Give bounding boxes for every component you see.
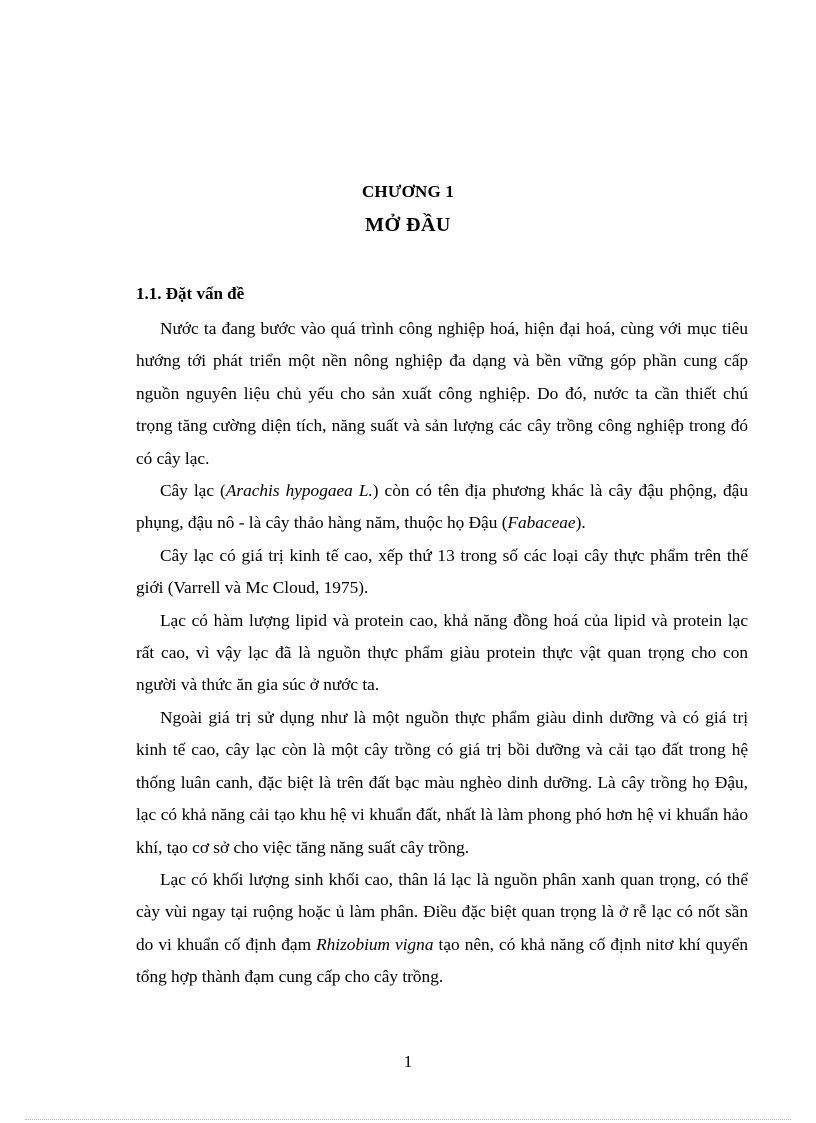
chapter-label: CHƯƠNG 1 [361,182,455,201]
text-run: Cây lạc có giá trị kinh tế cao, xếp thứ 13 trong số các loại cây thực phẩm trên thế giới (Varrell và Mc Cloud, 1975). [136,545,748,598]
text-run: tạo nên, có khả năng cố định nitơ khí quyển tổng hợp thành đạm cung cấp cho cây trồng. [136,934,748,987]
section-heading: 1.1. Đặt vấn đề [136,284,245,303]
text-run: Cây lạc ( [160,481,226,501]
chapter-title: MỞ ĐẦU [365,214,451,236]
paragraph [136,605,748,702]
paragraph [136,864,748,994]
paragraph [136,313,748,475]
text-run: Lạc có hàm lượng lipid và protein cao, khả năng đồng hoá của lipid và protein lạc rất cao, vì vậy lạc đã là nguồn thực phẩm giàu protein thực vật quan trọng cho con người và thức ăn gia súc ở nước ta. [136,610,748,695]
text-run: Lạc có khối lượng sinh khối cao, thân lá lạc là nguồn phân xanh quan trọng, có thể cày vùi ngay tại ruộng hoặc ủ làm phân. Điều đặc biệt quan trọng là ở rễ lạc có nốt sần do vi khuẩn cố định đạm [136,869,748,954]
body-text [136,313,748,994]
page-number: 1 [403,1052,413,1071]
paragraph [136,702,748,864]
family-name: Fabaceae [507,513,576,533]
paragraph [136,540,748,605]
text-run: ) còn có tên địa phương khác là cây đậu phộng, đậu phụng, đậu nô - là cây thảo hàng năm, thuộc họ Đậu ( [136,481,748,533]
text-run: Ngoài giá trị sử dụng như là một nguồn thực phẩm giàu dinh dưỡng và có giá trị kinh tế cao, cây lạc còn là một cây trồng có giá trị bồi dưỡng và cải tạo đất trong hệ thống luân canh, đặc biệt là trên đất bạc màu nghèo dinh dưỡng. Là cây trồng họ Đậu, lạc có khả năng cải tạo khu hệ vi khuẩn đất, nhất là làm phong phó hơn hệ vi khuẩn hảo khí, tạo cơ sở cho việc tăng năng suất cây trồng. [136,707,748,857]
page-bottom-divider [25,1119,791,1120]
paragraph [136,475,748,540]
bacteria-name: Rhizobium vigna [316,934,434,954]
scientific-name: Arachis hypogaea L. [225,481,373,501]
text-run: Nước ta đang bước vào quá trình công nghiệp hoá, hiện đại hoá, cùng với mục tiêu hướng tới phát triển một nền nông nghiệp đa dạng và bền vững góp phần cung cấp nguồn nguyên liệu chủ yếu cho sản xuất công nghiệp. Do đó, nước ta cần thiết chú trọng tăng cường diện tích, năng suất và sản lượng các cây trồng công nghiệp trong đó có cây lạc. [136,319,748,468]
text-run: ). [575,513,586,533]
